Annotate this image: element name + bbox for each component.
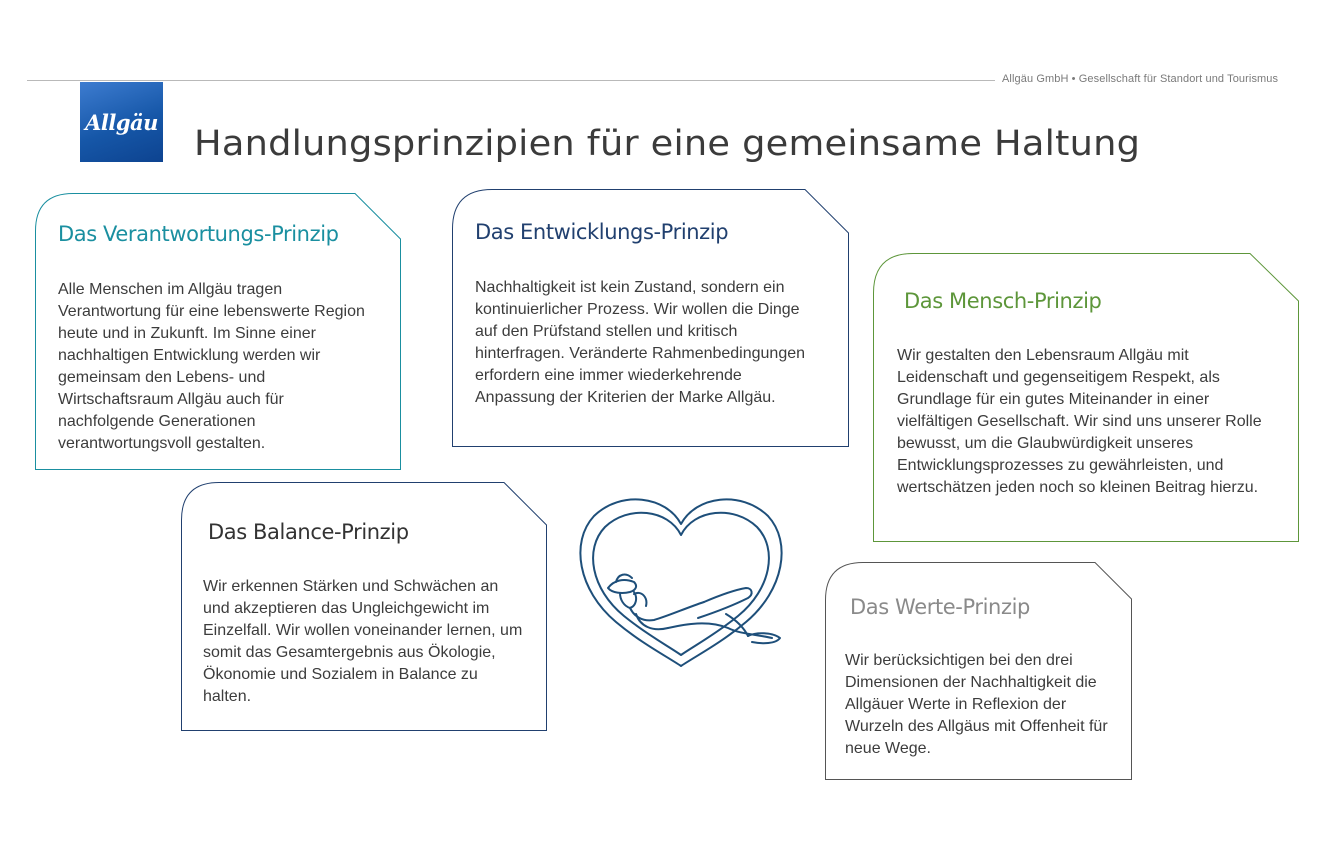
heart-with-reclining-person-icon [576,494,786,678]
card-body: Nachhaltigkeit ist kein Zustand, sondern ein kontinuierlicher Prozess. Wir wollen die Dinge auf den Prüfstand stellen und kritisch hinterfragen. Veränderte Rahmenbedingungen erfordern eine immer wiederkehrende Anpassung der Kriterien der Marke Allgäu. [475,279,806,406]
card-body: Wir gestalten den Lebensraum Allgäu mit Leidenschaft und gegenseitigem Respekt, als Grundlage für ein gutes Miteinander in einer vielfältigen Gesellschaft. Wir sind uns unserer Rolle bewusst, um die Glaubwürdigkeit unseres Entwicklungsprozesses zu gewährleisten, und wertschätzen jeden noch so kleinen Beitrag hierzu. [897,347,1262,496]
card-title: Das Verantwortungs-Prinzip [58,222,339,246]
card-balance-prinzip [181,482,547,731]
card-body: Wir berücksichtigen bei den drei Dimensionen der Nachhaltigkeit die Allgäuer Werte in Reflexion der Wurzeln des Allgäus mit Offenheit für neue Wege. [845,652,1108,757]
page-title: Handlungsprinzipien für eine gemeinsame Haltung [194,124,1141,164]
card-title: Das Werte-Prinzip [850,595,1030,619]
card-title: Das Entwicklungs-Prinzip [475,220,729,244]
card-entwicklungs-prinzip [452,189,849,447]
card-title: Das Mensch-Prinzip [904,289,1102,313]
logo-wordmark: Allgäu [85,109,158,135]
heart-illustration [576,494,786,674]
allgaeu-logo [80,82,163,162]
card-werte-prinzip [825,562,1132,780]
card-mensch-prinzip [873,253,1299,542]
card-body: Wir erkennen Stärken und Schwächen an und akzeptieren das Ungleichgewicht im Einzelfall. Wir wollen voneinander lernen, um somit das Gesamtergebnis aus Ökologie, Ökonomie und Sozialem in Balance zu halten. [203,578,523,705]
card-title: Das Balance-Prinzip [208,520,409,544]
organization-line: Allgäu GmbH • Gesellschaft für Standort und Tourismus [1002,73,1279,85]
header-divider [27,80,995,81]
card-body: Alle Menschen im Allgäu tragen Verantwortung für eine lebenswerte Region heute und in Zukunft. Im Sinne einer nachhaltigen Entwicklung werden wir gemeinsam den Lebens- und Wirtschaftsraum Allgäu auch für nachfolgende Generationen verantwortungsvoll gestalten. [58,281,365,452]
card-verantwortungs-prinzip [35,193,401,470]
